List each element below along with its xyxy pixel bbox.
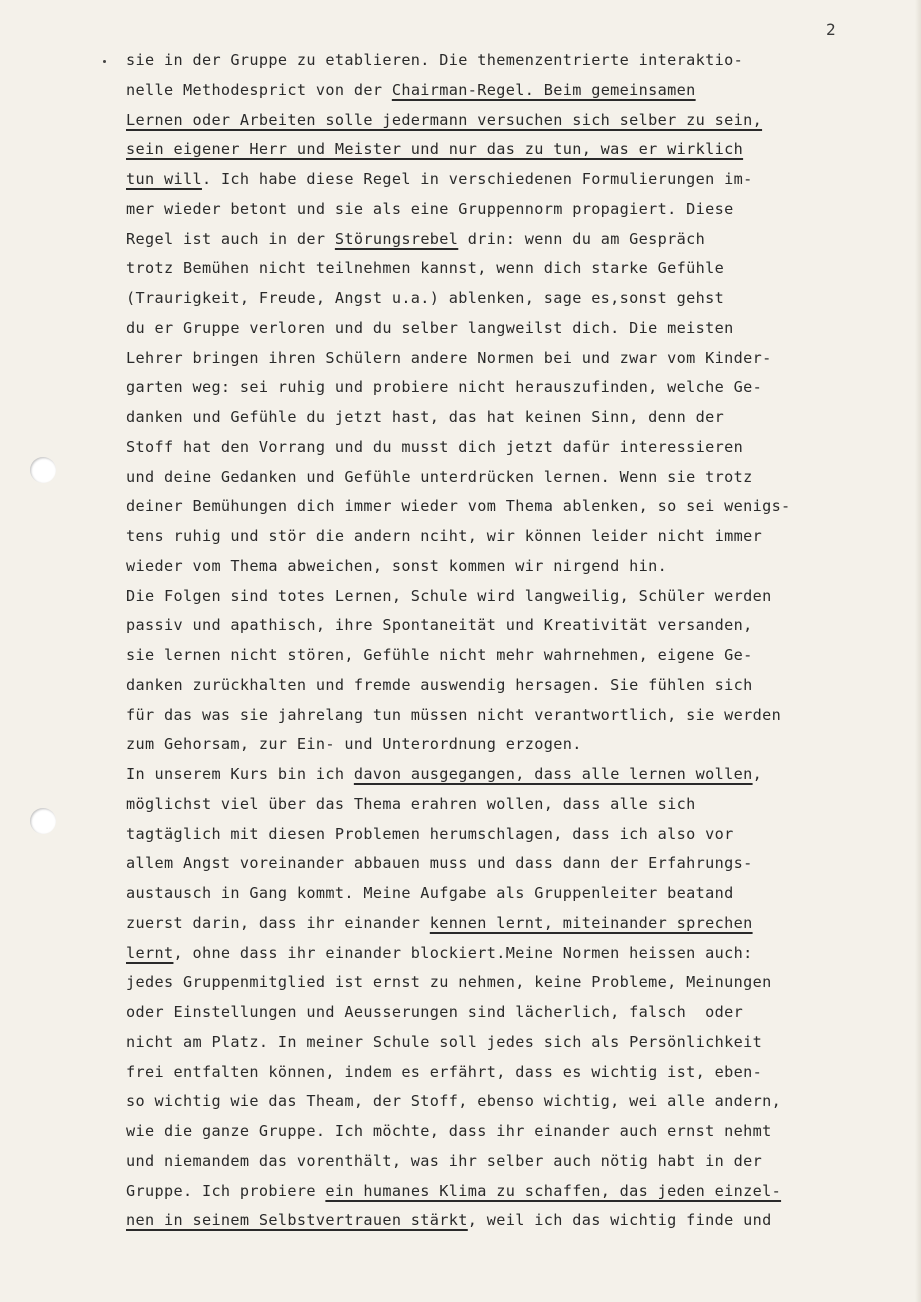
text-line: [126, 968, 896, 998]
text-segment: tens ruhig und stör die andern nciht, wir können leider nicht immer: [126, 527, 763, 545]
underlined-text: lernt: [126, 943, 174, 962]
text-segment: mer wieder betont und sie als eine Gruppennorm propagiert. Diese: [126, 199, 734, 218]
text-segment: garten weg: sei ruhig und probiere nicht herauszufinden, welche Ge-: [126, 378, 763, 397]
text-line: [126, 820, 896, 850]
typed-text-body: [126, 46, 896, 1236]
text-line: [126, 76, 896, 106]
text-segment: , weil ich das wichtig finde und: [467, 1211, 772, 1230]
text-line: [126, 492, 896, 522]
text-line: [126, 1087, 896, 1117]
text-segment: zuerst darin, dass ihr einander: [126, 913, 430, 932]
text-line: [126, 344, 896, 374]
text-line: [126, 135, 896, 165]
text-segment: ,: [752, 765, 763, 783]
text-segment: nelle Methodesprict von der: [126, 80, 392, 99]
text-line: [126, 1206, 896, 1236]
text-segment: danken und Gefühle du jetzt hast, das hat keinen Sinn, denn der: [126, 408, 725, 426]
page-number: 2: [826, 20, 836, 39]
punch-hole: [30, 457, 56, 483]
underlined-text: kennen lernt, miteinander sprechen: [429, 913, 753, 932]
text-line: [126, 849, 896, 879]
underlined-text: Chairman-Regel. Beim gemeinsamen: [391, 80, 696, 99]
text-segment: passiv und apathisch, ihre Spontaneität und Kreativität versanden,: [126, 616, 753, 635]
text-line: [126, 611, 896, 641]
underlined-text: Lernen oder Arbeiten solle jedermann versuchen sich selber zu sein,: [126, 110, 763, 129]
text-line: [126, 641, 896, 671]
underlined-text: davon ausgegangen, dass alle lernen wollen: [353, 765, 753, 783]
text-line: [126, 254, 896, 284]
text-segment: trotz Bemühen nicht teilnehmen kannst, wenn dich starke Gefühle: [126, 259, 725, 278]
text-line: [126, 582, 896, 612]
text-line: [126, 195, 896, 225]
text-segment: jedes Gruppenmitglied ist ernst zu nehmen, keine Probleme, Meinungen: [126, 973, 772, 992]
text-line: [126, 463, 896, 493]
text-segment: nicht am Platz. In meiner Schule soll jedes sich als Persönlichkeit: [126, 1032, 763, 1051]
text-segment: , ohne dass ihr einander blockiert.Meine Normen heissen auch:: [173, 943, 753, 962]
text-line: [126, 671, 896, 701]
text-line: [126, 701, 896, 731]
punch-hole: [30, 808, 56, 834]
text-segment: allem Angst voreinander abbauen muss und dass dann der Erfahrungs-: [126, 854, 753, 873]
text-line: [126, 1058, 896, 1088]
text-segment: und deine Gedanken und Gefühle unterdrücken lernen. Wenn sie trotz: [126, 467, 753, 486]
text-segment: du er Gruppe verloren und du selber langweilst dich. Die meisten: [126, 318, 734, 337]
text-line: [126, 433, 896, 463]
text-line: [126, 998, 896, 1028]
text-segment: oder Einstellungen und Aeusserungen sind lächerlich, falsch oder: [126, 1003, 744, 1021]
text-segment: tagtäglich mit diesen Problemen herumschlagen, dass ich also vor: [126, 824, 734, 843]
underlined-text: Störungsrebel: [334, 229, 459, 248]
text-segment: Gruppe. Ich probiere: [126, 1181, 326, 1200]
underlined-text: tun will: [126, 170, 202, 188]
text-segment: sie in der Gruppe zu etablieren. Die themenzentrierte interaktio-: [126, 51, 744, 69]
text-segment: (Traurigkeit, Freude, Angst u.a.) ablenken, sage es,sonst gehst: [126, 289, 725, 307]
underlined-text: ein humanes Klima zu schaffen, das jeden einzel-: [325, 1181, 782, 1200]
text-line: [126, 403, 896, 433]
margin-mark: [103, 60, 106, 63]
text-line: [126, 730, 896, 760]
text-segment: für das was sie jahrelang tun müssen nicht verantwortlich, sie werden: [126, 705, 782, 724]
text-segment: möglichst viel über das Thema erahren wollen, dass alle sich: [126, 794, 696, 813]
text-line: [126, 1177, 896, 1207]
text-segment: sie lernen nicht stören, Gefühle nicht mehr wahrnehmen, eigene Ge-: [126, 646, 753, 664]
text-segment: Regel ist auch in der: [126, 229, 335, 248]
text-segment: In unserem Kurs bin ich: [126, 765, 354, 783]
text-line: [126, 1147, 896, 1177]
text-segment: Die Folgen sind totes Lernen, Schule wird langweilig, Schüler werden: [126, 586, 772, 605]
text-segment: und niemandem das vorenthält, was ihr selber auch nötig habt in der: [126, 1151, 763, 1170]
text-segment: so wichtig wie das Theam, der Stoff, ebenso wichtig, wei alle andern,: [126, 1092, 782, 1111]
text-line: [126, 939, 896, 969]
text-segment: wieder vom Thema abweichen, sonst kommen wir nirgend hin.: [126, 556, 668, 575]
text-line: [126, 552, 896, 582]
text-line: [126, 790, 896, 820]
underlined-text: nen in seinem Selbstvertrauen stärkt: [126, 1211, 468, 1230]
underlined-text: sein eigener Herr und Meister und nur das zu tun, was er wirklich: [126, 140, 744, 159]
text-line: [126, 1117, 896, 1147]
text-line: [126, 373, 896, 403]
text-segment: Stoff hat den Vorrang und du musst dich jetzt dafür interessieren: [126, 437, 744, 456]
text-line: [126, 225, 896, 255]
text-segment: danken zurückhalten und fremde auswendig hersagen. Sie fühlen sich: [126, 675, 753, 694]
text-line: [126, 314, 896, 344]
text-line: [126, 909, 896, 939]
text-segment: frei entfalten können, indem es erfährt, dass es wichtig ist, eben-: [126, 1062, 763, 1081]
text-segment: wie die ganze Gruppe. Ich möchte, dass ihr einander auch ernst nehmt: [126, 1122, 772, 1140]
text-segment: zum Gehorsam, zur Ein- und Unterordnung erzogen.: [126, 735, 582, 754]
text-line: [126, 760, 896, 790]
text-line: [126, 879, 896, 909]
text-line: [126, 46, 896, 76]
text-line: [126, 284, 896, 314]
text-line: [126, 522, 896, 552]
text-segment: austausch in Gang kommt. Meine Aufgabe als Gruppenleiter beatand: [126, 884, 734, 902]
text-segment: Lehrer bringen ihren Schülern andere Normen bei und zwar vom Kinder-: [126, 348, 772, 367]
text-segment: drin: wenn du am Gespräch: [458, 229, 706, 248]
text-segment: . Ich habe diese Regel in verschiedenen Formulierungen im-: [201, 170, 753, 188]
text-line: [126, 106, 896, 136]
text-line: [126, 165, 896, 195]
text-line: [126, 1028, 896, 1058]
text-segment: deiner Bemühungen dich immer wieder vom Thema ablenken, so sei wenigs-: [126, 497, 791, 516]
